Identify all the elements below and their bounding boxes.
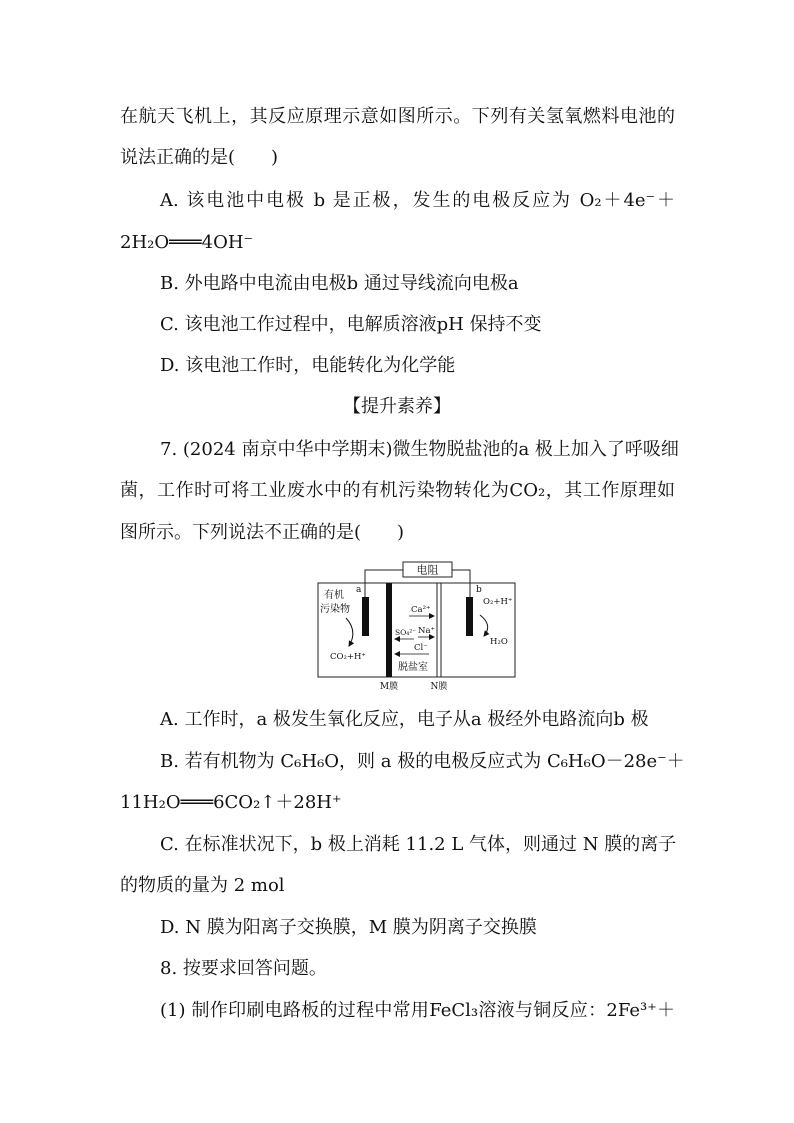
electrode-a (362, 597, 369, 636)
membrane-n-label: N膜 (430, 682, 448, 692)
left-reaction-arrow (346, 618, 353, 646)
q6-option-b: B. 外电路中电流由电极b 通过导线流向电极a (160, 273, 519, 294)
q7-stem-line-2: 菌，工作时可将工业废水中的有机污染物转化为CO₂，其工作原理如 (120, 480, 675, 501)
q8-part-1: (1) 制作印刷电路板的过程中常用FeCl₃溶液与铜反应：2Fe³⁺＋ (160, 1000, 675, 1021)
q6-option-c: C. 该电池工作过程中，电解质溶液pH 保持不变 (160, 314, 542, 335)
q7-option-c-line-1: C. 在标准状况下，b 极上消耗 11.2 L 气体，则通过 N 膜的离子 (160, 834, 677, 855)
section-heading: 【提升素养】 (343, 396, 451, 417)
q6-option-d: D. 该电池工作时，电能转化为化学能 (160, 355, 456, 376)
q7-stem-line-3: 图所示。下列说法不正确的是( ) (120, 522, 405, 543)
q7-option-a: A. 工作时，a 极发生氧化反应，电子从a 极经外电路流向b 极 (160, 709, 649, 730)
right-product: H₂O (490, 637, 508, 647)
q6-stem-line-2: 说法正确的是( ) (120, 147, 279, 168)
q6-stem-line-1: 在航天飞机上，其反应原理示意如图所示。下列有关氢氧燃料电池的 (120, 106, 675, 127)
membrane-m (386, 583, 392, 677)
q7-stem-line-1: 7. (2024 南京中华中学期末)微生物脱盐池的a 极上加入了呼吸细 (160, 439, 679, 460)
left-product: CO₂+H⁺ (330, 652, 366, 662)
q8-stem: 8. 按要求回答问题。 (160, 958, 327, 979)
resistor-label: 电阻 (416, 563, 439, 577)
q7-option-d: D. N 膜为阳离子交换膜，M 膜为阴离子交换膜 (160, 917, 537, 938)
membrane-m-label: M膜 (379, 682, 399, 692)
ion-calcium: Ca²⁺ (411, 605, 431, 615)
right-reactant: O₂+H⁺ (483, 597, 513, 607)
electrode-b (466, 597, 473, 636)
right-reaction-arrow (480, 615, 488, 636)
ion-sulfate: SO₄²⁻ (395, 628, 417, 637)
ion-chloride: Cl⁻ (414, 643, 428, 653)
left-reactant-line-2: 污染物 (320, 604, 350, 615)
left-reactant-line-1: 有机 (324, 590, 344, 601)
desalination-cell-diagram (310, 555, 530, 695)
q7-option-b-line-1: B. 若有机物为 C₆H₆O，则 a 极的电极反应式为 C₆H₆O－28e⁻＋ (160, 751, 685, 772)
q7-option-c-line-2: 的物质的量为 2 mol (120, 875, 285, 896)
electrode-a-label: a (356, 585, 362, 595)
q7-option-b-line-2: 11H₂O═══6CO₂↑＋28H⁺ (120, 792, 342, 813)
q6-option-a-line-1: A. 该电池中电极 b 是正极，发生的电极反应为 O₂＋4e⁻＋ (160, 190, 675, 211)
q6-option-a-line-2: 2H₂O═══4OH⁻ (120, 232, 254, 253)
ion-sodium: Na⁺ (418, 626, 435, 636)
electrode-b-label: b (476, 585, 482, 595)
chamber-label: 脱盐室 (398, 662, 428, 673)
